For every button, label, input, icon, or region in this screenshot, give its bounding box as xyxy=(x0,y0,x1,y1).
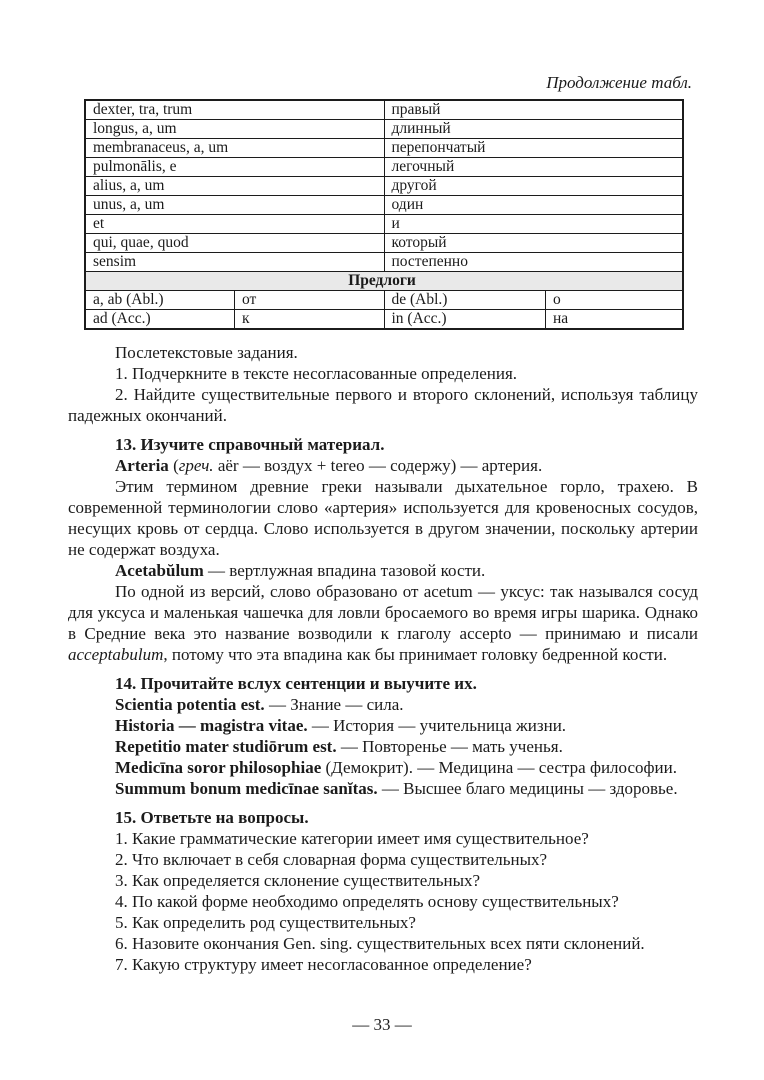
vocab-row xyxy=(85,253,683,272)
latin-cell: membranaceus, a, um xyxy=(85,139,384,158)
latin-cell: longus, a, um xyxy=(85,120,384,139)
vocab-row xyxy=(85,177,683,196)
prep-russian-cell: к xyxy=(235,310,385,330)
vocab-row xyxy=(85,139,683,158)
preposition-row xyxy=(85,291,683,310)
vocab-row xyxy=(85,196,683,215)
latin-cell: et xyxy=(85,215,384,234)
question-item: 3. Как определяется склонение существительных? xyxy=(115,871,481,890)
question-item: 7. Какую структуру имеет несогласованное определение? xyxy=(115,955,532,974)
russian-cell: один xyxy=(384,196,683,215)
prep-latin-cell: de (Abl.) xyxy=(384,291,545,310)
latin-cell: pulmonālis, e xyxy=(85,158,384,177)
acetabulum-paragraph: По одной из версий, слово образовано от acetum — уксус: так назывался сосуд для уксуса и маленькая чашечка для ловли бросаемого во время игры шарика. Однако в Средние века это название возводили к глаголу accepto — принимаю и писали acceptabulum, потому что эта впадина как бы принимает головку бедренной кости. xyxy=(68,582,698,664)
question-item: 6. Назовите окончания Gen. sing. существительных всех пяти склонений. xyxy=(115,934,645,953)
latin-cell: sensim xyxy=(85,253,384,272)
latin-cell: alius, a, um xyxy=(85,177,384,196)
task-item-2: 2. Найдите существительные первого и второго склонений, используя таблицу падежных окончаний. xyxy=(68,385,698,425)
prep-latin-cell: a, ab (Abl.) xyxy=(85,291,235,310)
vocab-row xyxy=(85,215,683,234)
vocab-row xyxy=(85,120,683,139)
russian-cell: который xyxy=(384,234,683,253)
acetabulum-definition: Acetabŭlum — вертлужная впадина тазовой кости. xyxy=(115,561,486,580)
vocab-row xyxy=(85,234,683,253)
arteria-definition: Arteria (греч. aër — воздух + tereo — содержу) — артерия. xyxy=(115,456,543,475)
vocab-row xyxy=(85,100,683,120)
vocab-row xyxy=(85,158,683,177)
section-15-heading: 15. Ответьте на вопросы. xyxy=(115,808,309,827)
question-item: 5. Как определить род существительных? xyxy=(115,913,416,932)
latin-cell: qui, quae, quod xyxy=(85,234,384,253)
prep-russian-cell: о xyxy=(545,291,683,310)
question-item: 1. Какие грамматические категории имеет имя существительное? xyxy=(115,829,589,848)
russian-cell: другой xyxy=(384,177,683,196)
body-text xyxy=(68,342,698,975)
prep-latin-cell: in (Acc.) xyxy=(384,310,545,330)
preposition-row xyxy=(85,310,683,330)
sentence-item: Scientia potentia est. — Знание — сила. xyxy=(115,695,404,714)
section-14-heading: 14. Прочитайте вслух сентенции и выучите их. xyxy=(115,674,477,693)
question-item: 2. Что включает в себя словарная форма существительных? xyxy=(115,850,548,869)
prep-russian-cell: от xyxy=(235,291,385,310)
task-item-1: 1. Подчеркните в тексте несогласованные определения. xyxy=(115,364,518,383)
russian-cell: перепончатый xyxy=(384,139,683,158)
sentence-item: Summum bonum medicīnae sanĭtas. — Высшее благо медицины — здоровье. xyxy=(115,779,678,798)
russian-cell: и xyxy=(384,215,683,234)
sentence-item: Historia — magistra vitae. — История — учительница жизни. xyxy=(115,716,567,735)
vocabulary-table xyxy=(84,99,684,330)
posttext-tasks-title: Послетекстовые задания. xyxy=(115,343,298,362)
sentence-item: Repetitio mater studiōrum est. — Повторенье — мать ученья. xyxy=(115,737,563,756)
sentence-item: Medicīna soror philosophiae (Демокрит). — Медицина — сестра философии. xyxy=(115,758,677,777)
prepositions-header: Предлоги xyxy=(85,272,683,291)
russian-cell: правый xyxy=(384,100,683,120)
russian-cell: длинный xyxy=(384,120,683,139)
section-13-heading: 13. Изучите справочный материал. xyxy=(115,435,385,454)
arteria-paragraph: Этим термином древние греки называли дыхательное горло, трахею. В современной терминологии слово «артерия» используется для кровеносных сосудов, несущих кровь от сердца. Слово используется в другом значении, поскольку артерии не содержат воздуха. xyxy=(68,477,698,559)
prep-russian-cell: на xyxy=(545,310,683,330)
russian-cell: постепенно xyxy=(384,253,683,272)
question-item: 4. По какой форме необходимо определять основу существительных? xyxy=(115,892,619,911)
prepositions-header-row xyxy=(85,272,683,291)
table-continuation-note: Продолжение табл. xyxy=(546,73,692,92)
latin-cell: dexter, tra, trum xyxy=(85,100,384,120)
latin-cell: unus, a, um xyxy=(85,196,384,215)
page-number: — 33 — xyxy=(352,1015,412,1034)
russian-cell: легочный xyxy=(384,158,683,177)
prep-latin-cell: ad (Acc.) xyxy=(85,310,235,330)
text-block xyxy=(68,72,698,975)
